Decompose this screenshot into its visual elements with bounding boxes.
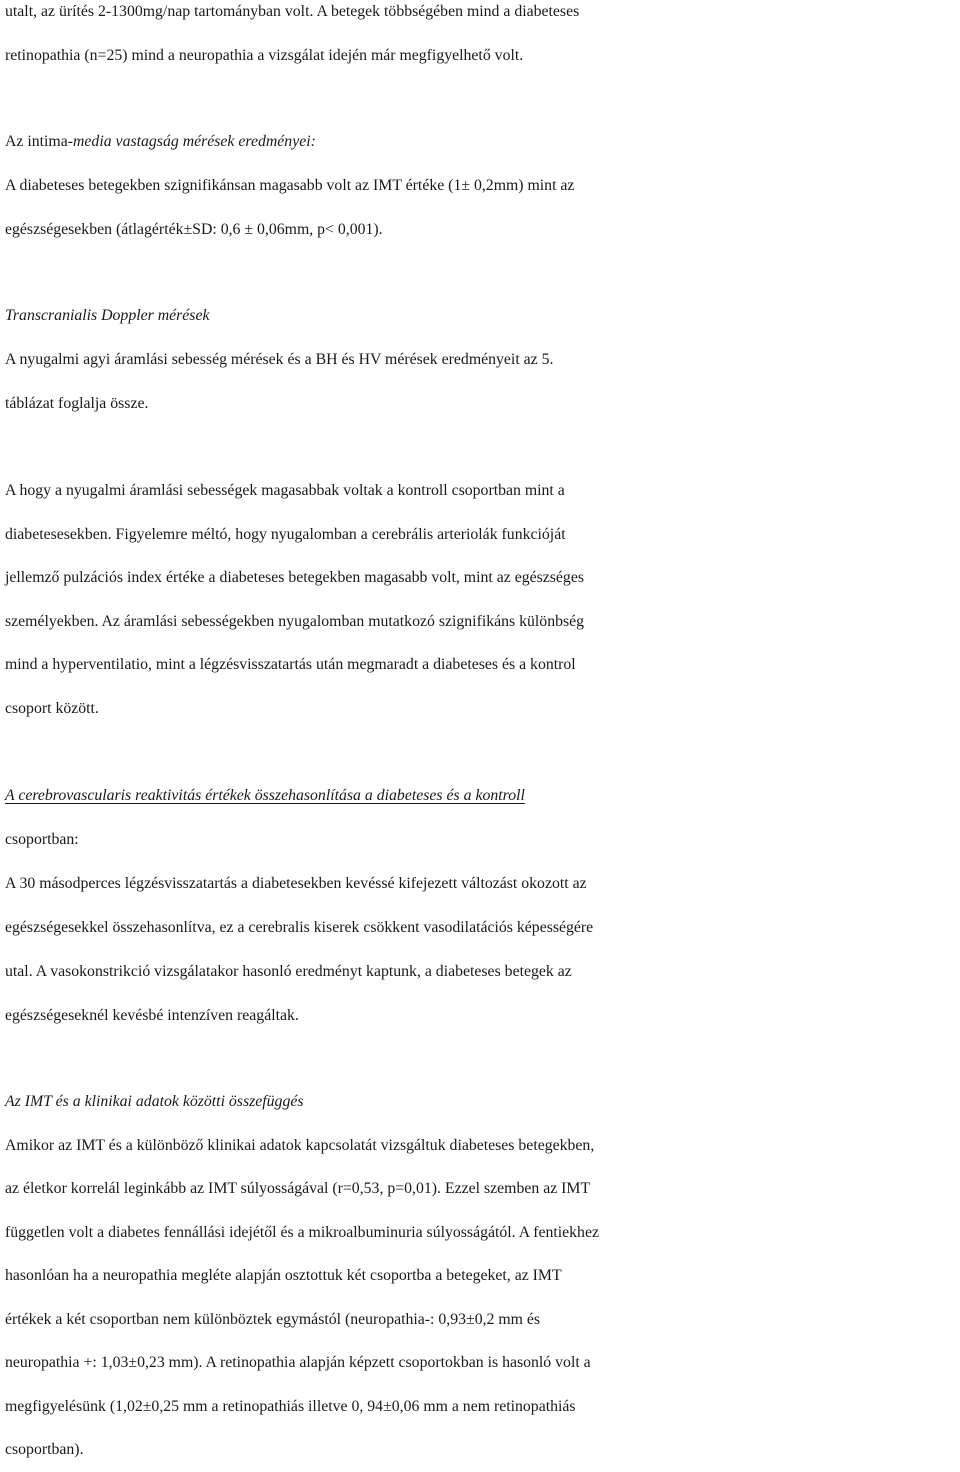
text-line: hasonlóan ha a neuropathia megléte alapján osztottuk két csoportba a betegeket, az IMT (5, 1267, 562, 1284)
imt-heading (5, 120, 960, 164)
text-line: utalt, az ürítés 2-1300mg/nap tartományban volt. A betegek többségében mind a diabeteses (5, 3, 580, 20)
text-line: jellemző pulzációs index értéke a diabeteses betegekben magasabb volt, mint az egészséges (5, 569, 584, 586)
text-line: csoportban). (5, 1441, 84, 1458)
cvr-section (5, 774, 960, 1038)
text-line: Amikor az IMT és a különböző klinikai adatok kapcsolatát vizsgáltuk diabeteses betegekben, (5, 1136, 595, 1154)
text-line: A 30 másodperces légzésvisszatartás a diabetesekben kevéssé kifejezett változást okozott az (5, 875, 587, 892)
tcd-section (5, 294, 960, 426)
text-line: A diabeteses betegekben szignifikánsan magasabb volt az IMT értéke (1± 0,2mm) mint az (5, 177, 575, 194)
imt-heading-italic: media vastagság mérések eredményei: (73, 133, 316, 150)
text-line: egészségesekben (átlagérték±SD: 0,6 ± 0,06mm, p< 0,001). (5, 221, 383, 238)
text-line: csoport között. (5, 699, 99, 717)
text-line: neuropathia +: 1,03±0,23 mm). A retinopathia alapján képzett csoportokban is hasonló volt a (5, 1354, 591, 1371)
text-line: táblázat foglalja össze. (5, 395, 149, 412)
tcd-heading: Transcranialis Doppler mérések (5, 307, 210, 324)
text-line: diabetesesekben. Figyelemre méltó, hogy nyugalomban a cerebrális arteriolák funkcióját (5, 525, 566, 543)
text-line: független volt a diabetes fennállási idejétől és a mikroalbuminuria súlyosságától. A fentiekhez (5, 1223, 599, 1241)
text-line: A nyugalmi agyi áramlási sebesség mérések és a BH és HV mérések eredményeit az 5. (5, 351, 554, 368)
text-line: egészségesekkel összehasonlítva, ez a cerebralis kiserek csökkent vasodilatációs képességére (5, 919, 594, 936)
imt-section (5, 120, 960, 252)
cvr-heading-line2: csoportban: (5, 831, 79, 848)
text-line: értékek a két csoportban nem különböztek egymástól (neuropathia-: 0,93±0,2 mm és (5, 1310, 541, 1328)
text-line: egészségeseknél kevésbé intenzíven reagáltak. (5, 1007, 299, 1024)
text-line: mind a hyperventilatio, mint a légzésvisszatartás után megmaradt a diabeteses és a kontrol (5, 656, 576, 673)
text-line: retinopathia (n=25) mind a neuropathia a vizsgálat idején már megfigyelhető volt. (5, 47, 524, 64)
paragraph-intro (5, 0, 960, 78)
text-line: az életkor korrelál leginkább az IMT súlyosságával (r=0,53, p=0,01). Ezzel szemben az IMT (5, 1180, 591, 1197)
text-line: utal. A vasokonstrikció vizsgálatakor hasonló eredményt kaptunk, a diabeteses betegek az (5, 963, 572, 980)
imt-heading-prefix: Az intima- (5, 133, 73, 150)
text-line: A hogy a nyugalmi áramlási sebességek magasabbak voltak a kontroll csoportban mint a (5, 482, 565, 499)
text-line: személyekben. Az áramlási sebességekben nyugalomban mutatkozó szignifikáns különbség (5, 612, 585, 630)
clinical-section (5, 1080, 960, 1472)
cvr-heading: A cerebrovascularis reaktivitás értékek összehasonlítása a diabeteses és a kontroll (5, 787, 525, 804)
clinical-heading: Az IMT és a klinikai adatok közötti összefüggés (5, 1093, 304, 1110)
text-line: megfigyelésünk (1,02±0,25 mm a retinopathiás illetve 0, 94±0,06 mm a nem retinopathiás (5, 1397, 576, 1415)
paragraph-flow (5, 469, 960, 730)
